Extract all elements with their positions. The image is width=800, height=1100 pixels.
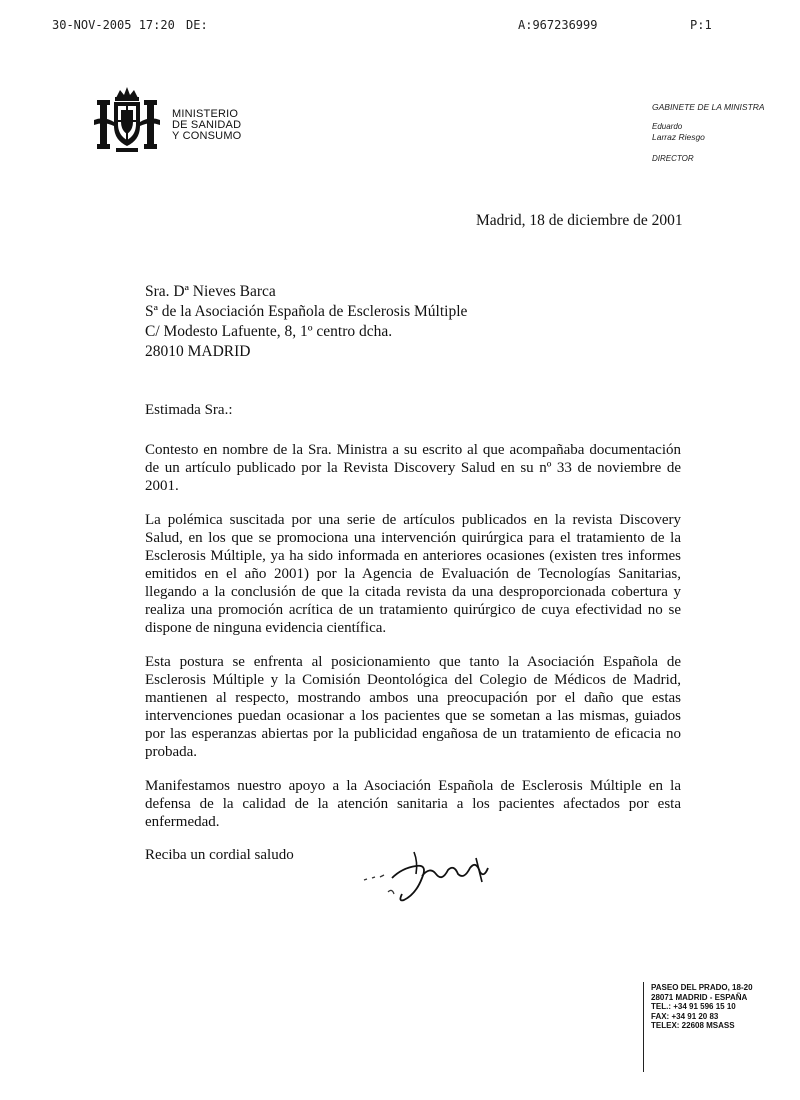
footer-address-line: PASEO DEL PRADO, 18-20 xyxy=(651,983,753,992)
ministry-name-line: Y CONSUMO xyxy=(172,130,242,142)
body-paragraph: Manifestamos nuestro apoyo a la Asociación Española de Esclerosis Múltiple en la defensa de la calidad de la atención sanitaria a los pacientes afectados por esta enfermedad. xyxy=(145,778,681,830)
ministry-name xyxy=(172,109,241,142)
recipient-line: Sra. Dª Nieves Barca xyxy=(145,283,276,300)
coat-of-arms-icon xyxy=(94,84,160,156)
footer-address-line: TEL.: +34 91 596 15 10 xyxy=(651,1002,736,1011)
fax-from-label: DE: xyxy=(186,18,208,32)
ministry-name-line: MINISTERIO xyxy=(172,108,239,120)
recipient-line: Sª de la Asociación Española de Esclerosis Múltiple xyxy=(145,303,468,320)
recipient-line: C/ Modesto Lafuente, 8, 1º centro dcha. xyxy=(145,323,393,340)
body-paragraph: La polémica suscitada por una serie de artículos publicados en la revista Discovery Salud, en los que se promociona una intervención quirúrgica para el tratamiento de la Esclerosis Múltiple, ya ha sido informada en anteriores ocasiones (existen tres informes emitidos en el año 2001) por la Agencia de Evaluación de Tecnologías Sanitarias, llegando a la conclusión de que la citada revista da una desproporcionada cobertura y realiza una promoción acrítica de un tratamiento quirúrgico de cuya efectividad no se dispone de ninguna evidencia científica. xyxy=(145,512,681,636)
fax-recipient-number: A:967236999 xyxy=(518,18,598,32)
body-paragraph: Contesto en nombre de la Sra. Ministra a su escrito al que acompañaba documentación de un artículo publicado por la Revista Discovery Salud en su nº 33 de noviembre de 2001. xyxy=(145,442,681,494)
salutation: Estimada Sra.: xyxy=(145,402,233,418)
director-title: DIRECTOR xyxy=(652,154,694,163)
footer-address-line: TELEX: 22608 MSASS xyxy=(651,1021,735,1030)
footer-address-line: 28071 MADRID - ESPAÑA xyxy=(651,992,748,1002)
closing-line: Reciba un cordial saludo xyxy=(145,847,294,863)
fax-page-number: P:1 xyxy=(690,18,712,32)
footer-divider xyxy=(643,982,644,1072)
office-department: GABINETE DE LA MINISTRA xyxy=(652,102,765,112)
handwritten-signature xyxy=(358,838,498,908)
recipient-line: 28010 MADRID xyxy=(145,343,251,360)
letter-date: Madrid, 18 de diciembre de 2001 xyxy=(476,212,683,229)
recipient-address xyxy=(145,282,467,362)
fax-datetime: 30-NOV-2005 17:20 xyxy=(52,18,175,32)
body-paragraph: Esta postura se enfrenta al posicionamiento que tanto la Asociación Española de Esclerosis Múltiple y la Comisión Deontológica del Colegio de Médicos de Madrid, mantienen al respecto, mostrando ambos una preocupación por el daño que estas intervenciones puedan ocasionar a los pacientes que se sometan a las mismas, guiados por las esperanzas abiertas por la publicidad engañosa de un tratamiento de eficacia no probada. xyxy=(145,654,681,760)
footer-address xyxy=(651,983,753,1031)
ministry-name-line: DE SANIDAD xyxy=(172,119,242,131)
footer-address-line: FAX: +34 91 20 83 xyxy=(651,1011,719,1021)
director-first-name: Eduardo xyxy=(652,122,683,131)
director-last-name: Larraz Riesgo xyxy=(652,132,705,142)
